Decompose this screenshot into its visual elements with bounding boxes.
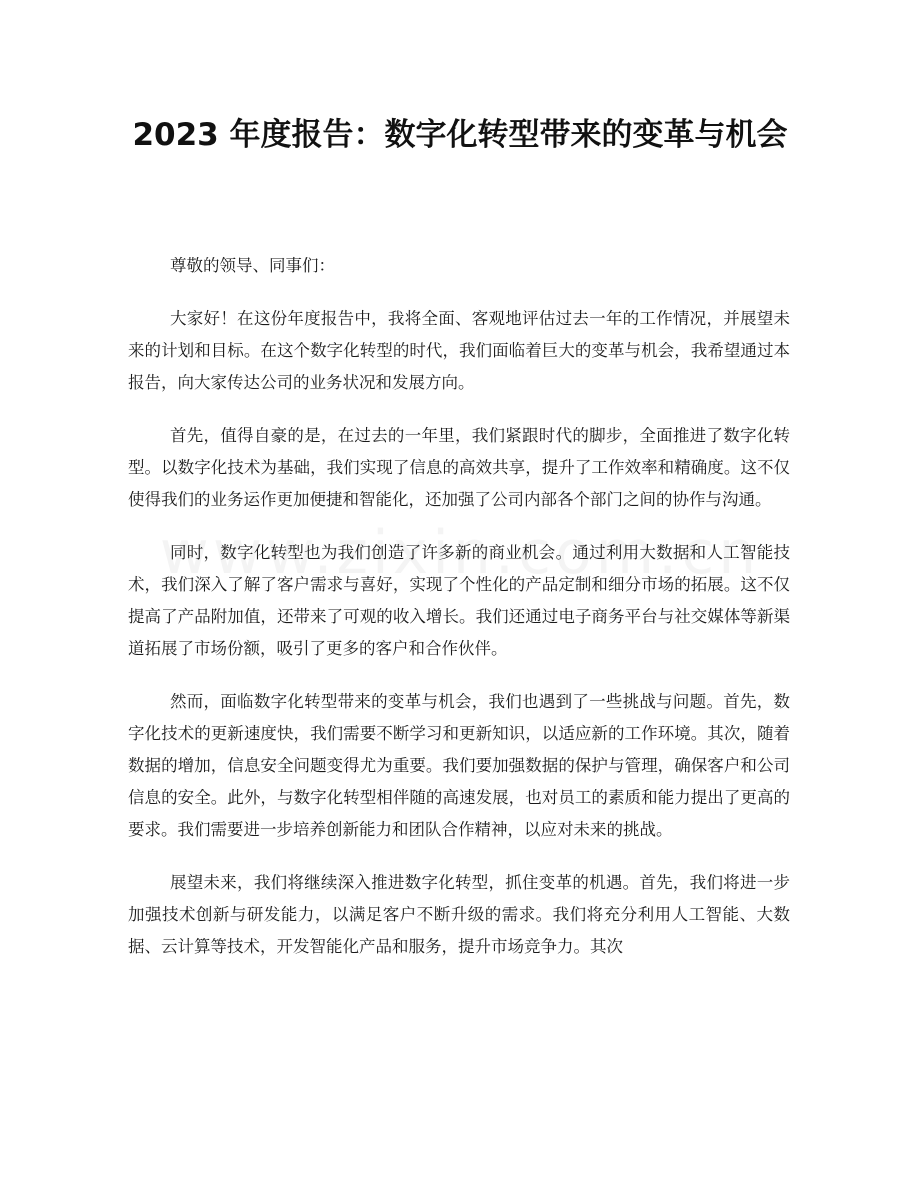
document-title: 2023 年度报告：数字化转型带来的变革与机会 [132,117,788,153]
paragraph-outlook: 展望未来，我们将继续深入推进数字化转型，抓住变革的机遇。首先，我们将进一步加强技术创新与研发能力，以满足客户不断升级的需求。我们将充分利用人工智能、大数据、云计算等技术，开发智能化产品和服务，提升市场竞争力。其次 [128,873,790,956]
document-body [128,250,790,984]
salutation: 尊敬的领导、同事们： [170,256,335,275]
paragraph-opportunities: 同时，数字化转型也为我们创造了许多新的商业机会。通过利用大数据和人工智能技术，我们深入了解了客户需求与喜好，实现了个性化的产品定制和细分市场的拓展。这不仅提高了产品附加值，还带来了可观的收入增长。我们还通过电子商务平台与社交媒体等新渠道拓展了市场份额，吸引了更多的客户和合作伙伴。 [128,543,790,658]
paragraph-achievements: 首先，值得自豪的是，在过去的一年里，我们紧跟时代的脚步，全面推进了数字化转型。以数字化技术为基础，我们实现了信息的高效共享，提升了工作效率和精确度。这不仅使得我们的业务运作更加便捷和智能化，还加强了公司内部各个部门之间的协作与沟通。 [128,426,790,509]
paragraph-intro: 大家好！在这份年度报告中，我将全面、客观地评估过去一年的工作情况，并展望未来的计划和目标。在这个数字化转型的时代，我们面临着巨大的变革与机会，我希望通过本报告，向大家传达公司的业务状况和发展方向。 [128,309,790,392]
paragraph-challenges: 然而，面临数字化转型带来的变革与机会，我们也遇到了一些挑战与问题。首先，数字化技术的更新速度快，我们需要不断学习和更新知识，以适应新的工作环境。其次，随着数据的增加，信息安全问题变得尤为重要。我们要加强数据的保护与管理，确保客户和公司信息的安全。此外，与数字化转型相伴随的高速发展，也对员工的素质和能力提出了更高的要求。我们需要进一步培养创新能力和团队合作精神，以应对未来的挑战。 [128,692,790,839]
